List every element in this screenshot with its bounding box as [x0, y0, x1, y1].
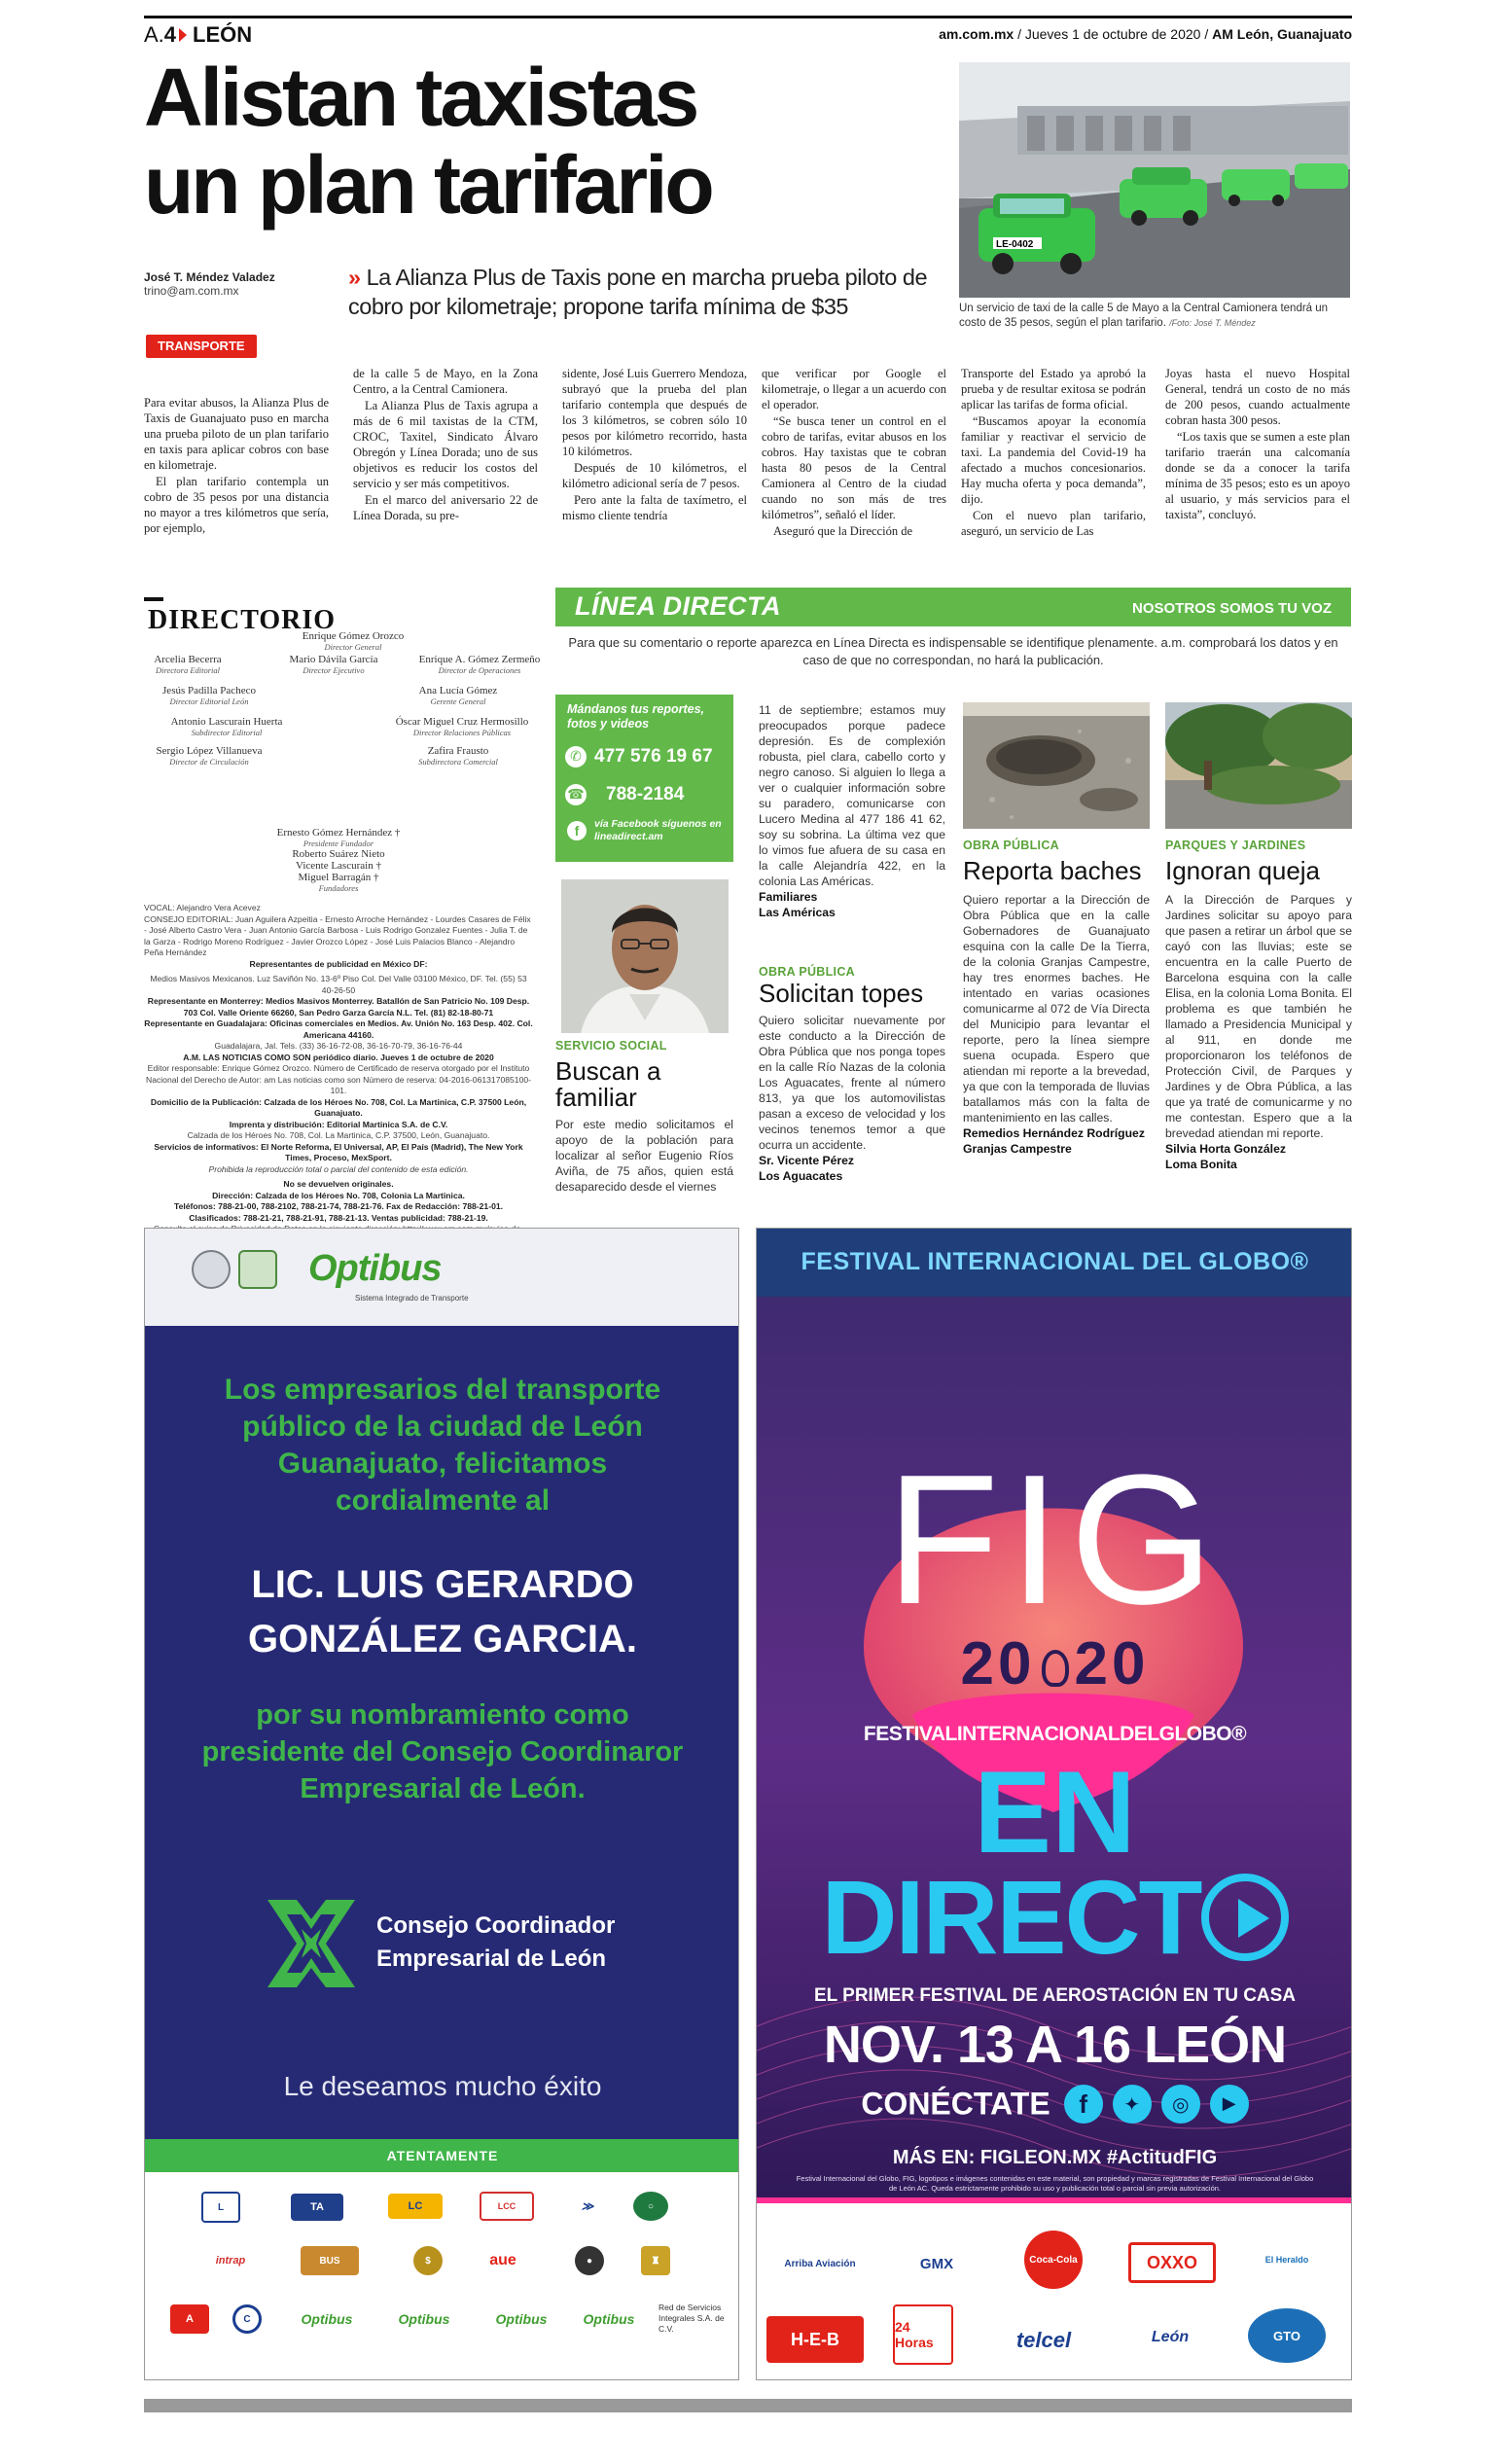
taxi-plate: LE-0402 — [996, 239, 1034, 250]
directorio-founders — [241, 827, 436, 893]
paragraph: Con el nuevo plan tarifario, aseguró, un servicio de Las — [961, 509, 1146, 538]
page-number: 4 — [163, 22, 177, 47]
paragraph: Transporte del Estado ya aprobó la prueba y de resultar exitosa se podrán aplicar las tarifas de forma oficial. — [961, 367, 1146, 411]
fine-print-line: Imprenta y distribución: Editorial Martinica S.A. de C.V. — [229, 1119, 448, 1129]
call-number[interactable]: 788-2184 — [606, 784, 685, 804]
contact-title: Mándanos tus reportes, fotos y videos — [567, 702, 704, 731]
staff-role: Subdirectora Comercial — [418, 757, 498, 767]
page-prefix: A. — [144, 22, 164, 47]
byline — [144, 270, 275, 298]
staff-entry — [280, 630, 426, 652]
directorio-fine-print — [144, 903, 533, 1246]
phone-icon: ☎ — [565, 784, 587, 805]
founder-name: Vicente Lascurain † — [296, 860, 381, 872]
staff-entry — [136, 685, 282, 706]
optibus-mini-logo-3-icon: Optibus — [495, 2311, 548, 2327]
balloon-icon — [1042, 1650, 1069, 1687]
sponsor-logos-area — [145, 2172, 739, 2380]
fine-print-line: Representante en Monterrey: Medios Masivos Monterrey. Batallón de San Patricio No. 109 Desp. 703 Col. Valle Oriente 66260, San Pedro Garza García N.L. Tel. (81) 82-18-80-71 — [147, 996, 530, 1018]
report-body: Por este medio solicitamos el apoyo de la población para localizar al señor Eugenio Ríos Aviña, de 75 años, quien está desaparecido desde el viernes — [555, 1118, 733, 1194]
sponsor-logo: León — [1151, 2329, 1190, 2345]
fine-print-line: A.M. LAS NOTICIAS COMO SON periódico diario. Jueves 1 de octubre de 2020 — [183, 1052, 494, 1062]
optibus-logo: Optibus — [308, 1248, 442, 1289]
paragraph: Pero ante la falta de taxímetro, el mismo cliente tendría — [562, 493, 747, 522]
section-name: LEÓN — [193, 22, 253, 47]
optibus-top-band — [145, 1229, 739, 1326]
report-kicker: OBRA PÚBLICA — [963, 839, 1059, 852]
gto-seal-icon — [192, 1250, 231, 1289]
arrow-icon — [179, 28, 187, 42]
fig-top-title: FESTIVAL INTERNACIONAL DEL GLOBO® — [801, 1248, 1309, 1275]
optibus-mini-logo-2-icon: Optibus — [398, 2311, 450, 2327]
youtube-icon[interactable]: ▶ — [1210, 2085, 1249, 2124]
fine-print-line: Clasificados: 788-21-21, 788-21-91, 788-21-13. Ventas publicidad: 788-21-19. — [189, 1212, 488, 1223]
linea-directa-intro: Para que su comentario o reporte aparezca en Línea Directa es indispensable se identifique plenamente. a.m. comprobará los datos y en caso de que no correspondan, no hará la publicación. — [568, 635, 1338, 667]
directorio-rule — [144, 597, 163, 601]
facebook-text[interactable]: vía Facebook síguenos en lineadirect.am — [594, 818, 722, 842]
staff-name: Ana Lucía Gómez — [418, 685, 498, 696]
paragraph: de la calle 5 de Mayo, en la Zona Centro, a la Central Camionera. — [353, 367, 538, 396]
report-title: Reporta baches — [963, 856, 1142, 885]
report-title: Solicitan topes — [759, 979, 924, 1008]
leon-logo-icon: L — [201, 2192, 240, 2223]
headline — [144, 54, 942, 229]
fig-big-title: FIG — [886, 1437, 1224, 1643]
paragraph: La Alianza Plus de Taxis agrupa a más de 6 mil taxistas de la CTM, CROC, Taxitel, Sindicato Álvaro Obregón y Línea Dorada; uno de sus objetivos es reducir los costos del servicio y ser más competitivos. — [353, 399, 538, 490]
staff-name: Sergio López Villanueva — [156, 745, 263, 757]
staff-name: Óscar Miguel Cruz Hermosillo — [395, 716, 529, 728]
report-place: Los Aguacates — [759, 1169, 843, 1183]
staff-role: Director General — [324, 642, 382, 652]
facebook-icon: f — [567, 821, 587, 840]
page-folio — [144, 22, 252, 48]
paragraph: El plan tarifario contempla un cobro de 35 pesos por una distancia no mayor a tres kilómetros que sería, por ejemplo, — [144, 475, 329, 535]
edition: AM León, Guanajuato — [1212, 26, 1352, 42]
staff-role: Director de Operaciones — [438, 665, 521, 675]
fine-print-line: Representante en Guadalajara: Oficinas comerciales en Medios. Av. Unión No. 163 Desp. 402. Col. Americana 44160. — [144, 1018, 533, 1040]
paragraph: Joyas hasta el nuevo Hospital General, tendrá un costo de no más de 200 pesos, cuando actualmente cobran hasta 300 pesos. — [1165, 367, 1350, 427]
photo-caption: Un servicio de taxi de la calle 5 de Mayo a la Central Camionera tendrá un costo de 35 pesos, según el plan tarifario. /Foto: José T. Méndez — [959, 303, 1329, 329]
optibus-tagline: Sistema Integrado de Transporte — [355, 1294, 469, 1303]
report-signer: Remedios Hernández Rodríguez — [963, 1126, 1145, 1140]
staff-name: Zafira Frausto — [427, 745, 489, 757]
bus-logo-icon: BUS — [301, 2246, 359, 2275]
report-place: Granjas Campestre — [963, 1142, 1072, 1156]
crest-logo-icon: ♜ — [641, 2246, 670, 2275]
seal-logo-icon: ● — [575, 2246, 604, 2275]
photo-credit: /Foto: José T. Méndez — [1169, 318, 1256, 328]
section-tag: TRANSPORTE — [146, 335, 257, 358]
staff-entry — [115, 654, 261, 675]
report-card — [555, 1039, 733, 1195]
intrap-logo-icon: intrap — [215, 2255, 246, 2267]
fig-connect: CONÉCTATE — [861, 2086, 1050, 2122]
author-name: José T. Méndez Valadez — [144, 270, 275, 284]
sign-off-bar: ATENTAMENTE — [145, 2139, 739, 2172]
linea-directa-slogan: NOSOTROS SOMOS TU VOZ — [1131, 600, 1332, 617]
article-column — [562, 366, 747, 524]
sponsor-logo: OXXO — [1128, 2242, 1216, 2283]
report-place: Las Américas — [759, 906, 836, 919]
sponsor-logo: GMX — [919, 2255, 954, 2272]
paragraph: Para evitar abusos, la Alianza Plus de Taxis de Guanajuato puso en marcha una prueba piloto de un plan tarifario en taxis para aplicar cobros con base en kilometraje. — [144, 396, 329, 472]
paragraph: sidente, José Luis Guerrero Mendoza, subrayó que la prueba del plan tarifario contempla que después de los 3 kilómetros, se cobren sólo 10 pesos por kilómetro recorrido, hasta 10 kilómetros. — [562, 367, 747, 458]
report-card — [759, 965, 945, 1184]
fig-year-a: 20 — [960, 1630, 1036, 1697]
page-header — [144, 16, 1352, 45]
fig-connect-row — [757, 2085, 1352, 2129]
ad-wish: Le deseamos mucho éxito — [283, 2071, 602, 2101]
staff-entry — [385, 685, 531, 706]
directorio-title: DIRECTORIO — [148, 605, 337, 635]
sponsor-logo: GTO — [1248, 2308, 1326, 2363]
facebook-icon[interactable]: f — [1064, 2085, 1103, 2124]
ad-greeting: Los empresarios del transporte público de la ciudad de León Guanajuato, felicitamos cordialmente al — [224, 1374, 661, 1517]
paragraph: “Buscamos apoyar la economía familiar y reactivar el servicio de taxi. La pandemia del Covid-19 ha afectado a muchos concesionarios. Hay mucha oferta y poca demanda”, dijo. — [961, 414, 1146, 506]
twitter-icon[interactable]: ✦ — [1113, 2085, 1152, 2124]
fig-en: EN — [974, 1747, 1136, 1877]
transport-logo-3-icon: LCC — [480, 2192, 534, 2221]
paragraph: En el marco del aniversario 22 de Línea Dorada, su pre- — [353, 493, 538, 522]
directorio — [144, 597, 541, 1223]
report-title: Buscan a familiar — [555, 1056, 661, 1112]
staff-role: Director Editorial León — [169, 696, 249, 706]
founder-name: Roberto Suárez Nieto — [292, 848, 385, 860]
headline-line-2: un plan tarifario — [144, 139, 712, 231]
article-column — [144, 395, 329, 537]
double-chevron-icon: » — [348, 265, 361, 290]
taxi-photo — [959, 62, 1350, 298]
paragraph: que verificar por Google el kilometraje, o llegar a un acuerdo con el operador. — [762, 367, 946, 411]
fine-print-line: Teléfonos: 788-21-00, 788-2102, 788-21-74, 788-21-76. Fax de Redacción: 788-21-01. — [173, 1201, 504, 1211]
paragraph: “Los taxis que se sumen a este plan tarifario traerán una calcomanía donde se da a conocer la tarifa mínima de 35 pesos; esto es un apoyo al usuario, y más servicios para el taxista”, concluyó. — [1165, 430, 1350, 521]
fine-print-line: Calzada de los Héroes No. 708, Col. La Martinica, C.P. 37500, León, Guanajuato. — [187, 1130, 490, 1140]
report-body: Quiero solicitar nuevamente por este conducto a la Dirección de Obra Pública que nos ponga topes en la calle Río Nazas de la colonia Los Aguacates, frente al número 813, ya que los automovilistas pasan a exceso de velocidad y los vecinos tenemos temor a que ocurra un accidente. — [759, 1014, 945, 1152]
report-body: A la Dirección de Parques y Jardines solicitar su apoyo para que pasen a retirar un árbol que se cayó con las lluvias; este se encuentra en la calle Puerto de Barcelona esquina con la calle Elisa, en la colonia Loma Bonita. El problema es que también he llamado a Presidencia Municipal y al 911, en donde me proporcionaron los teléfonos de Protección Civil, de Parques y Jardines y de Obra Pública, a las que ya traté de comunicarme y no me contestan. Espero que a la brevedad atiendan mi reporte. — [1165, 893, 1352, 1140]
staff-entry — [385, 745, 531, 767]
report-kicker: OBRA PÚBLICA — [759, 965, 855, 979]
fig-year — [757, 1629, 1352, 1698]
optibus-mini-logo-4-icon: Optibus — [583, 2311, 635, 2327]
play-icon[interactable] — [1201, 1874, 1289, 1961]
staff-entry — [136, 745, 282, 767]
circle-logo-icon: C — [232, 2304, 262, 2334]
report-title: Ignoran queja — [1165, 856, 1321, 885]
founder-name: Miguel Barragán † — [298, 872, 379, 883]
founder-role: Presidente Fundador — [303, 839, 374, 848]
optibus-ad — [144, 1228, 739, 2380]
fig-legal: Festival Internacional del Globo, FIG, logotipos e imágenes contenidas en este material, son propiedad y marcas registradas de Festival Internacional del Globo de León AC. Queda estrictamente prohibido su uso y publicación total o parcial sin previa autorización. — [796, 2174, 1314, 2193]
fig-more: MÁS EN: FIGLEON.MX #ActitudFIG — [892, 2147, 1218, 2168]
fine-print-line: Editor responsable: Enrique Gómez Orozco. Número de Certificado de reserva otorgado por el Instituto Nacional del Derecho de Autor: am Las noticias como son Número de reserva: 04-2016-061317085100-101. — [145, 1063, 532, 1095]
cce-logo-icon — [258, 1890, 365, 1997]
site-url[interactable]: am.com.mx — [939, 26, 1014, 42]
fine-print-line: Prohibida la reproducción total o parcial del contenido de esta edición. — [208, 1163, 469, 1174]
whatsapp-icon: ✆ — [565, 746, 587, 768]
staff-role: Director Ejecutivo — [303, 665, 365, 675]
sponsor-caption: Red de Servicios Integrales S.A. de C.V. — [659, 2303, 725, 2334]
report-body: Quiero reportar a la Dirección de Obra Pública que en la calle Gobernadores de Guanajuato esquina con la calle De la Tierra, de la colonia Granjas Campestre, hay tres enormes baches. He intentado en varias ocasiones comunicarme al 072 de Vía Directa del Municipio para levantar el reporte, pero la línea siempre suena ocupada. Espero que atiendan mi reporte a la brevedad, ya que con la temporada de lluvias batallamos más con la falta de mantenimiento en las calles. — [963, 893, 1150, 1125]
ad-honoree: LIC. LUIS GERARDO GONZÁLEZ GARCIA. — [248, 1563, 637, 1661]
fallen-tree-photo — [1165, 702, 1352, 829]
staff-name: Enrique A. Gómez Zermeño — [418, 654, 541, 665]
fine-print-line: CONSEJO EDITORIAL: Juan Aguilera Azpeitia - Ernesto Arroche Hernández - Lourdes Casares de Félix - José Alberto Castro Vera - Juan Antonio García Barbosa - Luis Rodrigo Gonzalez Fuentes - Julia T. de la Garza - Rodrigo Moreno Rodríguez - Javier Orozco López - José Luis Palacios Blanco - Alejandro Peña Hernández — [144, 913, 531, 957]
staff-role: Directora Editorial — [155, 665, 221, 675]
transport-logo-2-icon: LC — [388, 2194, 443, 2219]
date: Jueves 1 de octubre de 2020 — [1024, 26, 1201, 42]
article-column — [762, 366, 946, 540]
staff-name: Jesús Padilla Pacheco — [162, 685, 256, 696]
staff-role: Director de Circulación — [169, 757, 249, 767]
report-signer: Sr. Vicente Pérez — [759, 1154, 855, 1167]
paragraph: “Se busca tener un control en el cobro de tarifas, evitar abusos en los cobros. Hay taxistas que te cobran hasta 80 pesos de la Central Camionera al Centro de la ciudad cuando no son más de tres kilómetros”, señaló el líder. — [762, 414, 946, 521]
report-card — [963, 839, 1150, 1157]
paragraph: Después de 10 kilómetros, el kilómetro adicional sería de 7 pesos. — [562, 461, 747, 490]
sponsor-logo: H-E-B — [766, 2316, 864, 2363]
transport-logo-4-icon: ≫ — [581, 2199, 594, 2213]
whatsapp-number[interactable]: 477 576 19 67 — [594, 746, 713, 767]
header-dateline: am.com.mx / Jueves 1 de octubre de 2020 / AM León, Guanajuato — [939, 26, 1352, 42]
missing-person-photo — [561, 879, 729, 1033]
staff-role: Subdirector Editorial — [191, 728, 263, 737]
optibus-mini-logo-1-icon: Optibus — [301, 2311, 353, 2327]
fig-ad — [756, 1228, 1352, 2380]
report-place: Loma Bonita — [1165, 1158, 1237, 1171]
leon-seal-icon — [238, 1250, 277, 1289]
article-column — [961, 366, 1146, 540]
founder-name: Ernesto Gómez Hernández † — [276, 827, 401, 839]
staff-name: Arcelia Becerra — [154, 654, 222, 665]
fine-print-line: Guadalajara, Jal. Tels. (33) 36-16-72-08, 36-16-70-79, 36-16-76-44 — [214, 1041, 463, 1051]
report-body: 11 de septiembre; estamos muy preocupados porque padece depresión. Es de complexión robusta, piel clara, cabello corto y negro canoso. Si alguien lo llega a ver o cualquier información sobre su paradero, comunicarse con Lucero Medina al 477 186 41 62, soy su sobrina. La última vez que lo vimos fue afuera de su casa en la calle Alejandría 422, en la colonia Las Américas. — [759, 703, 945, 888]
paragraph: Aseguró que la Dirección de — [773, 524, 912, 538]
fig-tagline: EL PRIMER FESTIVAL DE AEROSTACIÓN EN TU CASA — [813, 1985, 1297, 2006]
report-signer: Silvia Horta González — [1165, 1142, 1286, 1156]
fine-print-line: Representantes de publicidad en México DF: — [249, 958, 428, 969]
footer-bar — [144, 2399, 1352, 2412]
report-card-continued — [759, 702, 945, 920]
staff-name: Mario Dávila García — [289, 654, 378, 665]
transport-logo-1-icon: TA — [291, 2194, 343, 2221]
report-kicker: PARQUES Y JARDINES — [1165, 839, 1306, 852]
fine-print-line: Dirección: Calzada de los Héroes No. 708, Colonia La Martinica. — [212, 1190, 465, 1200]
red-logo-icon: A — [170, 2304, 209, 2334]
staff-name: Enrique Gómez Orozco — [302, 630, 405, 642]
staff-entry — [261, 654, 407, 675]
staff-role: Director Relaciones Públicas — [412, 728, 512, 737]
staff-entry — [154, 716, 300, 737]
staff-role: Gerente General — [430, 696, 486, 706]
fine-print-line: VOCAL: Alejandro Vera Acevez — [144, 903, 261, 912]
fig-festival-line: FESTIVALINTERNACIONALDELGLOBO® — [863, 1723, 1247, 1745]
founder-role: Fundadores — [318, 883, 359, 893]
fine-print-line: Domicilio de la Publicación: Calzada de los Héroes No. 708, Col. La Martinica, C.P. 37500 León, Guanajuato. — [150, 1096, 527, 1118]
instagram-icon[interactable]: ◎ — [1161, 2085, 1200, 2124]
linea-directa-banner — [555, 588, 1351, 626]
staff-entry — [407, 654, 552, 675]
transport-logo-5-icon: ○ — [633, 2192, 668, 2221]
sponsor-logo: 24 Horas — [893, 2304, 953, 2365]
article-column — [1165, 366, 1350, 523]
report-signer: Familiares — [759, 890, 818, 904]
report-card — [1165, 839, 1352, 1172]
staff-name: Antonio Lascurain Huerta — [170, 716, 283, 728]
sponsor-logo: El Heraldo — [1264, 2255, 1309, 2265]
fine-print-line: No se devuelven originales. — [283, 1179, 394, 1189]
sponsor-logo: Coca-Cola — [1024, 2231, 1083, 2289]
linea-directa-title: LÍNEA DIRECTA — [575, 591, 781, 621]
author-email[interactable]: trino@am.com.mx — [144, 284, 239, 298]
fine-print-line: Medios Masivos Mexicanos. Luz Saviñón No. 13-6º Piso Col. Del Valle 03100 México, DF. Tel. (55) 53 40-26-50 — [150, 974, 527, 995]
coin-logo-icon: $ — [413, 2246, 443, 2275]
subhead: » La Alianza Plus de Taxis pone en marcha prueba piloto de cobro por kilometraje; propone tarifa mínima de $35 — [348, 265, 928, 319]
aue-logo-icon: aue — [489, 2252, 516, 2268]
report-kicker: SERVICIO SOCIAL — [555, 1039, 667, 1053]
staff-entry — [389, 716, 535, 737]
article-column — [353, 366, 538, 524]
fig-dates: NOV. 13 A 16 LEÓN — [823, 2016, 1287, 2074]
fine-print-line: Servicios de informativos: El Norte Reforma, El Universal, AP, El País (Madrid), The New York Times, Proceso, MexSport. — [154, 1141, 523, 1162]
fig-directo: DIRECT — [757, 1859, 1352, 1976]
headline-line-1: Alistan taxistas — [144, 52, 697, 143]
sponsor-logo: telcel — [1015, 2328, 1072, 2352]
ad-reason: por su nombramiento como presidente del Consejo Coordinaror Empresarial de León. — [201, 1699, 684, 1804]
fig-year-b: 20 — [1074, 1630, 1150, 1697]
cce-name: Consejo Coordinador Empresarial de León — [376, 1912, 616, 1972]
contact-box — [555, 695, 733, 862]
pothole-photo — [963, 702, 1150, 829]
sponsor-logo: Arriba Aviación — [784, 2258, 856, 2269]
